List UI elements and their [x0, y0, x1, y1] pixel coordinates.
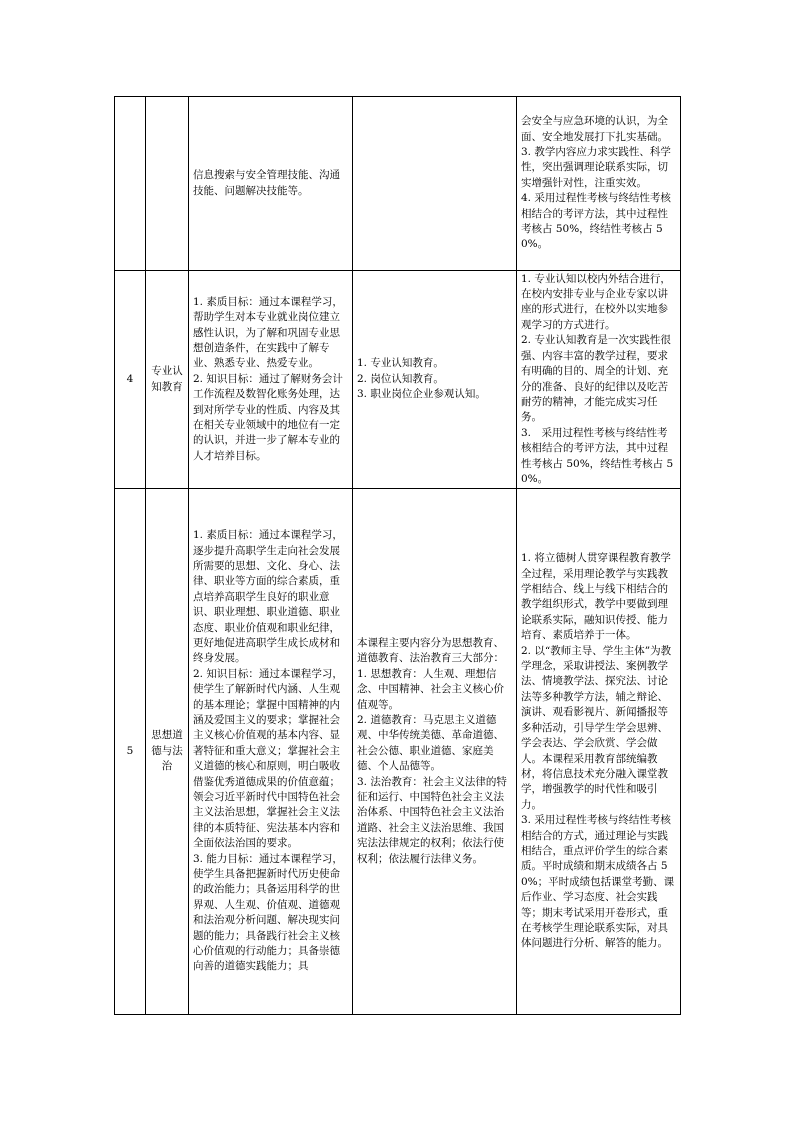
course-content — [353, 489, 517, 1015]
requirement-item: 1. 将立德树人贯穿课程教育教学全过程，采用理论教学与实践教学相结合、线上与线下相结合的教学组织形式，教学中要做到理论联系实际，融知识传授、能力培育、素质培养于一体。 — [521, 552, 671, 642]
course-content — [353, 97, 517, 271]
content-item: 1. 思想教育：人生观、理想信念、中国精神、社会主义核心价值观等。 — [357, 667, 504, 711]
teaching-requirements — [517, 97, 681, 271]
objective-item: 信息搜索与安全管理技能、沟通技能、问题解决技能等。 — [193, 169, 340, 197]
requirement-item: 2. 以“教师主导、学生主体”为教学理念，采取讲授法、案例教学法、情境教学法、探究法、讨论法等多种教学方法，辅之辩论、演讲、观看影视片、新闻播报等多种活动，引导学生学会思辨、学会表达、学会欣赏、学会做人。本课程采用教育部统编教材，将信息技术充分融入课堂教学，增强教学的时代性和吸引力。 — [521, 644, 672, 811]
course-objectives — [189, 271, 353, 489]
objective-item: 2. 知识目标：通过本课程学习，使学生了解新时代内涵、人生观的基本理论；掌握中国精神的内涵及爱国主义的要求；掌握社会主义核心价值观的基本内容、显著特征和重大意义；掌握社会主义道德的核心和原则，明白吸收借鉴优秀道德成果的价值意蕴；领会习近平新时代中国特色社会主义法治思想，掌握社会主义法律的本质特征、宪法基本内容和全面依法治国的要求。 — [193, 667, 343, 850]
course-number: 4 — [115, 271, 146, 489]
course-name: 专业认知教育 — [146, 271, 189, 489]
course-number: 5 — [115, 489, 146, 1015]
course-name: 思想道德与法治 — [146, 489, 189, 1015]
requirement-item: 4. 采用过程性考核与终结性考核相结合的考评方法，其中过程性考核占 50%，终结性考核占 50%。 — [521, 192, 671, 251]
requirement-item: 2. 专业认知教育是一次实践性很强、内容丰富的教学过程，要求有明确的目的、周全的计划、充分的准备、良好的纪律以及吃苦耐劳的精神，才能完成实习任务。 — [521, 334, 671, 424]
requirement-item: 3. 采用过程性考核与终结性考核相结合的方式，通过理论与实践相结合，重点评价学生的综合素质。平时成绩和期末成绩各占 50%；平时成绩包括课堂考勤、课后作业、学习态度、社会实践等；期末考试采用开卷形式，重在考核学生理论联系实际，对具体问题进行分析、解答的能力。 — [521, 814, 675, 950]
content-item: 3. 职业岗位企业参观认知。 — [357, 388, 486, 401]
content-item: 2. 道德教育：马克思主义道德观、中华传统美德、革命道德、社会公德、职业道德、家庭美德、个人品德等。 — [357, 713, 504, 773]
requirement-item: 3. 教学内容应力求实践性、科学性，突出强调理论联系实际，切实增强针对性，注重实效。 — [521, 145, 671, 189]
course-table — [114, 96, 681, 1015]
content-item: 3. 法治教育：社会主义法律的特征和运行、中国特色社会主义法治体系、中国特色社会主义法治道路、社会主义法治思维、我国宪法法律规定的权利；依法行使权利；依法履行法律义务。 — [357, 775, 507, 865]
requirement-item: 3. 采用过程性考核与终结性考核相结合的考评方法，其中过程性考核占 50%，终结性考核占 50%。 — [521, 426, 674, 485]
teaching-requirements — [517, 271, 681, 489]
content-item: 2. 岗位认知教育。 — [357, 372, 444, 385]
teaching-requirements — [517, 489, 681, 1015]
table-row — [115, 97, 681, 271]
requirement-item: 1. 专业认知以校内外结合进行，在校内安排专业与企业专家以讲座的形式进行，在校外以实地参观学习的方式进行。 — [521, 272, 671, 331]
course-objectives — [189, 97, 353, 271]
objective-item: 3. 能力目标：通过本课程学习，使学生具备把握新时代历史使命的政治能力；具备运用科学的世界观、人生观、价值观、道德观和法治观分析问题、解决现实问题的能力；具备践行社会主义核心价值观的行动能力；具备崇德向善的道德实践能力；具 — [193, 852, 343, 973]
table-row — [115, 271, 681, 489]
course-content — [353, 271, 517, 489]
objective-item: 1. 素质目标：通过本课程学习，帮助学生对本专业就业岗位建立感性认识，为了解和巩固专业思想创造条件，在实践中了解专业、熟悉专业、热爱专业。 — [193, 295, 343, 370]
course-number — [115, 97, 146, 271]
objective-item: 1. 素质目标：通过本课程学习，逐步提升高职学生走向社会发展所需要的思想、文化、身心、法律、职业等方面的综合素质，重点培养高职学生良好的职业意识、职业理想、职业道德、职业态度、职业价值观和职业纪律，更好地促进高职学生成长成材和终身发展。 — [193, 529, 343, 665]
requirement-item: 会安全与应急环境的认识，为全面、安全地发展打下扎实基础。 — [521, 115, 668, 143]
content-item: 本课程主要内容分为思想教育、道德教育、法治教育三大部分： — [357, 636, 504, 665]
content-item: 1. 专业认知教育。 — [357, 357, 444, 370]
course-objectives — [189, 489, 353, 1015]
table-row — [115, 489, 681, 1015]
course-name — [146, 97, 189, 271]
objective-item: 2. 知识目标：通过了解财务会计工作流程及数智化账务处理，达到对所学专业的性质、内容及其在相关专业领域中的地位有一定的认识，并进一步了解本专业的人才培养目标。 — [193, 372, 343, 462]
